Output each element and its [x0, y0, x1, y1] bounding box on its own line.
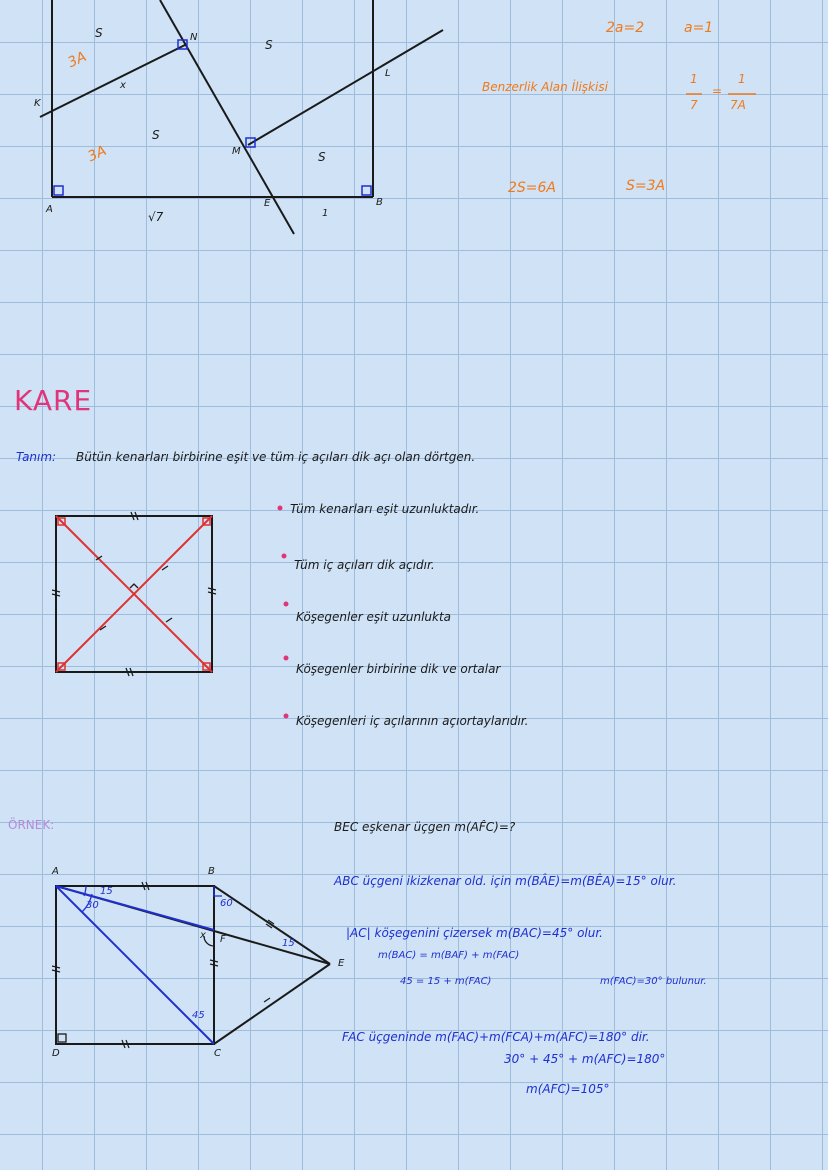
bullet-3: Köşegenler eşit uzunlukta: [296, 610, 452, 624]
fig-label-e: E: [264, 198, 271, 209]
similarity-label: Benzerlik Alan İlişkisi: [482, 80, 608, 94]
fig-label-l: L: [385, 68, 391, 79]
solution-line-5: 45 = 15 + m(FAC): [400, 976, 492, 987]
bullet-5: Köşegenleri iç açılarının açıortaylarıdır.: [296, 714, 529, 728]
fig-label-k: K: [34, 98, 41, 109]
fig-label-s2: S: [265, 38, 273, 52]
ex-label-c: C: [214, 1048, 221, 1059]
fig-label-s1: S: [95, 26, 103, 40]
fig-label-root7: √7: [148, 210, 164, 224]
ratio-frac1-num: 1: [690, 72, 698, 86]
ex-label-b: B: [208, 866, 215, 877]
ratio-eq-sign: =: [712, 84, 723, 98]
bullet-4: Köşegenler birbirine dik ve ortalar: [296, 662, 501, 676]
ex-angle-15: 15: [100, 886, 113, 897]
ex-label-f: F: [220, 934, 226, 945]
fig-label-s3: S: [152, 128, 160, 142]
definition-label: Tanım:: [16, 450, 57, 464]
ratio-frac2-den: 7A: [730, 98, 746, 112]
solution-line-3: |AC| köşegenini çizersek m(BAC)=45° olur.: [346, 926, 603, 940]
ex-label-d: D: [52, 1048, 60, 1059]
solution-line-1: BEC eşkenar üçgen m(AF̂C)=?: [334, 820, 516, 834]
ex-angle-60: 60: [220, 898, 233, 909]
ex-label-x: x: [200, 930, 206, 941]
fig-label-x: x: [120, 80, 126, 91]
eq-2s: 2S=6A: [508, 180, 557, 196]
ex-angle-45: 45: [192, 1010, 205, 1021]
ex-label-e: E: [338, 958, 345, 969]
fig-label-3a-upper: 3A: [65, 48, 89, 72]
ex-angle-15-e: 15: [282, 938, 295, 949]
section-title-kare: KARE: [14, 384, 93, 417]
solution-line-4: m(BAC) = m(BAF) + m(FAC): [378, 950, 520, 961]
fig-label-3a-lower: 3A: [85, 142, 109, 166]
fig-label-m: M: [232, 146, 241, 157]
eq-a: a=1: [684, 20, 714, 36]
solution-line-7: FAC üçgeninde m(FAC)+m(FCA)+m(AFC)=180° dir.: [342, 1030, 650, 1044]
definition-text: Bütün kenarları birbirine eşit ve tüm iç açıları dik açı olan dörtgen.: [76, 450, 476, 464]
eq-2a: 2a=2: [606, 20, 645, 36]
solution-line-9: m(AFC)=105°: [526, 1082, 610, 1096]
fig-label-a: A: [46, 204, 53, 215]
ratio-frac2-num: 1: [738, 72, 746, 86]
bullet-1: Tüm kenarları eşit uzunluktadır.: [290, 502, 480, 516]
fig-label-n: N: [190, 32, 198, 43]
solution-line-8: 30° + 45° + m(AFC)=180°: [504, 1052, 666, 1066]
eq-s: S=3A: [626, 178, 666, 194]
bullet-2: Tüm iç açıları dik açıdır.: [294, 558, 435, 572]
ratio-frac1-den: 7: [690, 98, 698, 112]
fig-label-s4: S: [318, 150, 326, 164]
solution-line-2: ABC üçgeni ikizkenar old. için m(BÂE)=m(BÊA)=15° olur.: [334, 874, 677, 888]
ex-label-a: A: [52, 866, 59, 877]
fig-label-b: B: [376, 197, 383, 208]
ex-angle-30: 30: [86, 900, 99, 911]
fig-label-one: 1: [322, 208, 329, 219]
example-label: ÖRNEK:: [8, 818, 55, 832]
solution-line-6: m(FAC)=30° bulunur.: [600, 976, 707, 987]
